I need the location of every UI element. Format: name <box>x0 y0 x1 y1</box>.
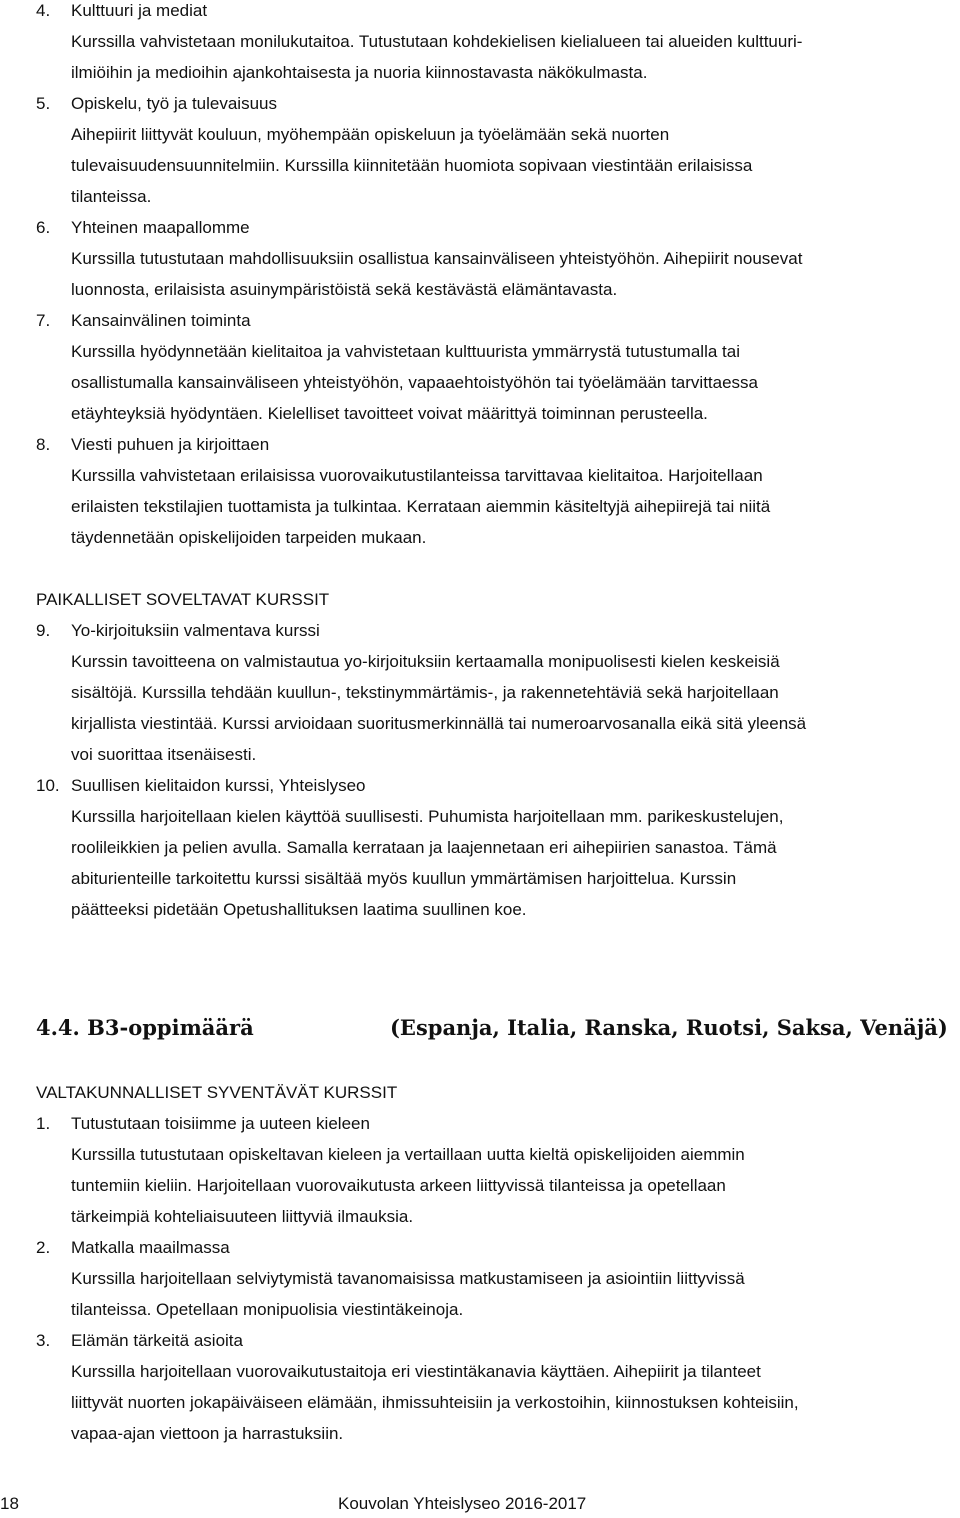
item-number: 4. <box>36 1 51 20</box>
item-title: Elämän tärkeitä asioita <box>71 1331 243 1350</box>
item-number: 7. <box>36 311 51 330</box>
section-languages: (Espanja, Italia, Ranska, Ruotsi, Saksa, Venäjä) <box>390 1015 948 1040</box>
item-text: Kurssilla vahvistetaan erilaisissa vuorovaikutustilanteissa tarvittavaa kielitaitoa. Harjoitellaan <box>71 466 763 485</box>
item-text: Aihepiirit liittyvät kouluun, myöhempään opiskeluun ja työelämään sekä nuorten <box>71 125 670 144</box>
item-text: tilanteissa. <box>71 187 152 206</box>
item-text: Kurssilla hyödynnetään kielitaitoa ja vahvistetaan kulttuurista ymmärrystä tutustumalla tai <box>71 342 740 361</box>
item-text: osallistumalla kansainväliseen yhteistyöhön, vapaaehtoistyöhön tai työelämään tarvittaessa <box>71 373 759 392</box>
item-text: sisältöjä. Kurssilla tehdään kuullun-, tekstinymmärtämis-, ja rakennetehtäviä sekä harjoitellaan <box>71 683 779 702</box>
item-text: voi suorittaa itsenäisesti. <box>71 745 257 764</box>
item-text: erilaisten tekstilajien tuottamista ja tulkintaa. Kerrataan aiemmin käsiteltyjä aihepiirejä tai niitä <box>71 497 771 516</box>
local-courses-heading: PAIKALLISET SOVELTAVAT KURSSIT <box>36 590 330 609</box>
item-text: täydennetään opiskelijoiden tarpeiden mukaan. <box>71 528 427 547</box>
footer-school: Kouvolan Yhteislyseo 2016-2017 <box>338 1494 587 1513</box>
item-text: tilanteissa. Opetellaan monipuolisia viestintäkeinoja. <box>71 1300 464 1319</box>
item-text: kirjallista viestintää. Kurssi arvioidaan suoritusmerkinnällä tai numeroarvosanalla eikä sitä yleensä <box>71 714 807 733</box>
item-text: roolileikkien ja pelien avulla. Samalla kerrataan ja laajennetaan eri aihepiirien sanastoa. Tämä <box>71 838 777 857</box>
item-text: Kurssilla harjoitellaan kielen käyttöä suullisesti. Puhumista harjoitellaan mm. parikeskustelujen, <box>71 807 784 826</box>
item-title: Suullisen kielitaidon kurssi, Yhteislyseo <box>71 776 366 795</box>
item-text: Kurssilla vahvistetaan monilukutaitoa. Tutustutaan kohdekielisen kielialueen tai alueiden kulttuuri- <box>71 32 803 51</box>
item-number: 2. <box>36 1238 51 1257</box>
item-text: tulevaisuudensuunnitelmiin. Kurssilla kiinnitetään huomiota sopivaan viestintään erilaisissa <box>71 156 753 175</box>
section-number-title: 4.4. B3-oppimäärä <box>36 1015 254 1040</box>
item-title: Kulttuuri ja mediat <box>71 1 208 20</box>
item-title: Yo-kirjoituksiin valmentava kurssi <box>71 621 320 640</box>
item-text: Kurssilla harjoitellaan vuorovaikutustaitoja eri viestintäkanavia käyttäen. Aihepiirit ja tilanteet <box>71 1362 761 1381</box>
item-number: 1. <box>36 1114 51 1133</box>
item-number: 3. <box>36 1331 51 1350</box>
item-text: abiturienteille tarkoitettu kurssi sisältää myös kuullun ymmärtämisen harjoittelua. Kurssin <box>71 869 737 888</box>
item-title: Opiskelu, työ ja tulevaisuus <box>71 94 277 113</box>
item-title: Matkalla maailmassa <box>71 1238 230 1257</box>
item-number: 8. <box>36 435 51 454</box>
item-text: päätteeksi pidetään Opetushallituksen laatima suullinen koe. <box>71 900 527 919</box>
item-text: etäyhteyksiä hyödyntäen. Kielelliset tavoitteet voivat määrittyä toiminnan perusteella. <box>71 404 708 423</box>
item-number: 9. <box>36 621 51 640</box>
item-text: tuntemiin kieliin. Harjoitellaan vuorovaikutusta arkeen liittyvissä tilanteissa ja opetellaan <box>71 1176 726 1195</box>
item-title: Viesti puhuen ja kirjoittaen <box>71 435 270 454</box>
item-text: tärkeimpiä kohteliaisuuteen liittyviä ilmauksia. <box>71 1207 414 1226</box>
item-text: vapaa-ajan viettoon ja harrastuksiin. <box>71 1424 344 1443</box>
item-text: Kurssilla tutustutaan mahdollisuuksiin osallistua kansainväliseen yhteistyöhön. Aihepiirit nousevat <box>71 249 803 268</box>
item-number: 10. <box>36 776 60 795</box>
item-text: ilmiöihin ja medioihin ajankohtaisesta ja nuoria kiinnostavasta näkökulmasta. <box>71 63 648 82</box>
item-number: 5. <box>36 94 51 113</box>
item-text: luonnosta, erilaisista asuinympäristöistä sekä kestävästä elämäntavasta. <box>71 280 618 299</box>
item-text: Kurssilla tutustutaan opiskeltavan kieleen ja vertaillaan uutta kieltä opiskelijoiden aiemmin <box>71 1145 745 1164</box>
item-title: Yhteinen maapallomme <box>71 218 250 237</box>
item-title: Tutustutaan toisiimme ja uuteen kieleen <box>71 1114 370 1133</box>
page-number: 18 <box>0 1494 19 1513</box>
item-number: 6. <box>36 218 51 237</box>
national-courses-heading: VALTAKUNNALLISET SYVENTÄVÄT KURSSIT <box>36 1083 398 1102</box>
item-text: Kurssilla harjoitellaan selviytymistä tavanomaisissa matkustamiseen ja asiointiin liittyvissä <box>71 1269 745 1288</box>
item-title: Kansainvälinen toiminta <box>71 311 251 330</box>
item-text: Kurssin tavoitteena on valmistautua yo-kirjoituksiin kertaamalla monipuolisesti kielen keskeisiä <box>71 652 780 671</box>
item-text: liittyvät nuorten jokapäiväiseen elämään, ihmissuhteisiin ja verkostoihin, kiinnostuksen kohteisiin, <box>71 1393 799 1412</box>
